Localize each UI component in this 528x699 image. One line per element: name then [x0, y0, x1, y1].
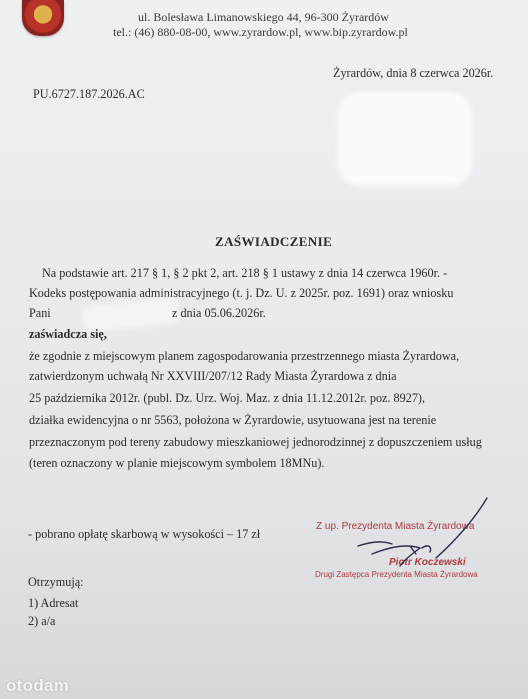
city-crest-logo [22, 0, 64, 36]
document-title: ZAŚWIADCZENIE [215, 234, 333, 249]
place-date: Żyrardów, dnia 8 czerwca 2026r. [333, 66, 494, 80]
body-line-8: działka ewidencyjna o nr 5563, położona w Żyrardowie, usytuowana jest na terenie [29, 413, 437, 427]
body-line-3-start: Pani [29, 306, 51, 320]
header-address: ul. Bolesława Limanowskiego 44, 96-300 Żyrardów [138, 10, 389, 24]
otodam-watermark: otodam [6, 676, 70, 695]
header-contact: tel.: (46) 880-08-00, www.zyrardow.pl, www.bip.zyrardow.pl [113, 25, 408, 39]
body-line-6: zatwierdzonym uchwałą Nr XXVIII/207/12 Rady Miasta Żyrardowa z dnia [29, 369, 397, 383]
recipients-heading: Otrzymują: [28, 575, 84, 589]
recipient-2: 2) a/a [28, 614, 56, 628]
stamp-authorization: Z up. Prezydenta Miasta Żyrardowa [316, 521, 475, 532]
body-line-2: Kodeks postępowania administracyjnego (t. j. Dz. U. z 2025r. poz. 1691) oraz wniosku [29, 286, 454, 300]
recipient-1: 1) Adresat [28, 596, 79, 610]
body-line-1: Na podstawie art. 217 § 1, § 2 pkt 2, art. 218 § 1 ustawy z dnia 14 czerwca 1960r. - [42, 266, 448, 280]
body-line-10: (teren oznaczony w planie miejscowym symbolem 18MNu). [29, 456, 325, 470]
body-line-7: 25 października 2012r. (publ. Dz. Urz. Woj. Maz. z dnia 11.12.2012r. poz. 8927), [29, 391, 426, 405]
body-line-5: że zgodnie z miejscowym planem zagospodarowania przestrzennego miasta Żyrardowa, [29, 349, 460, 363]
stamp-name: Piotr Koczewski [389, 557, 466, 568]
redaction-patch [338, 92, 472, 186]
handwritten-signature [352, 496, 502, 576]
reference-number: PU.6727.187.2026.AC [33, 87, 145, 101]
body-line-9: przeznaczonym pod tereny zabudowy mieszkaniowej jednorodzinnej z dopuszczeniem usług [29, 435, 482, 449]
certifies-text: zaświadcza się, [29, 327, 107, 341]
fee-note: - pobrano opłatę skarbową w wysokości – 17 zł [28, 527, 261, 541]
body-line-3-end: z dnia 05.06.2026r. [172, 306, 266, 320]
stamp-role: Drugi Zastępca Prezydenta Miasta Żyrardowa [315, 570, 478, 579]
